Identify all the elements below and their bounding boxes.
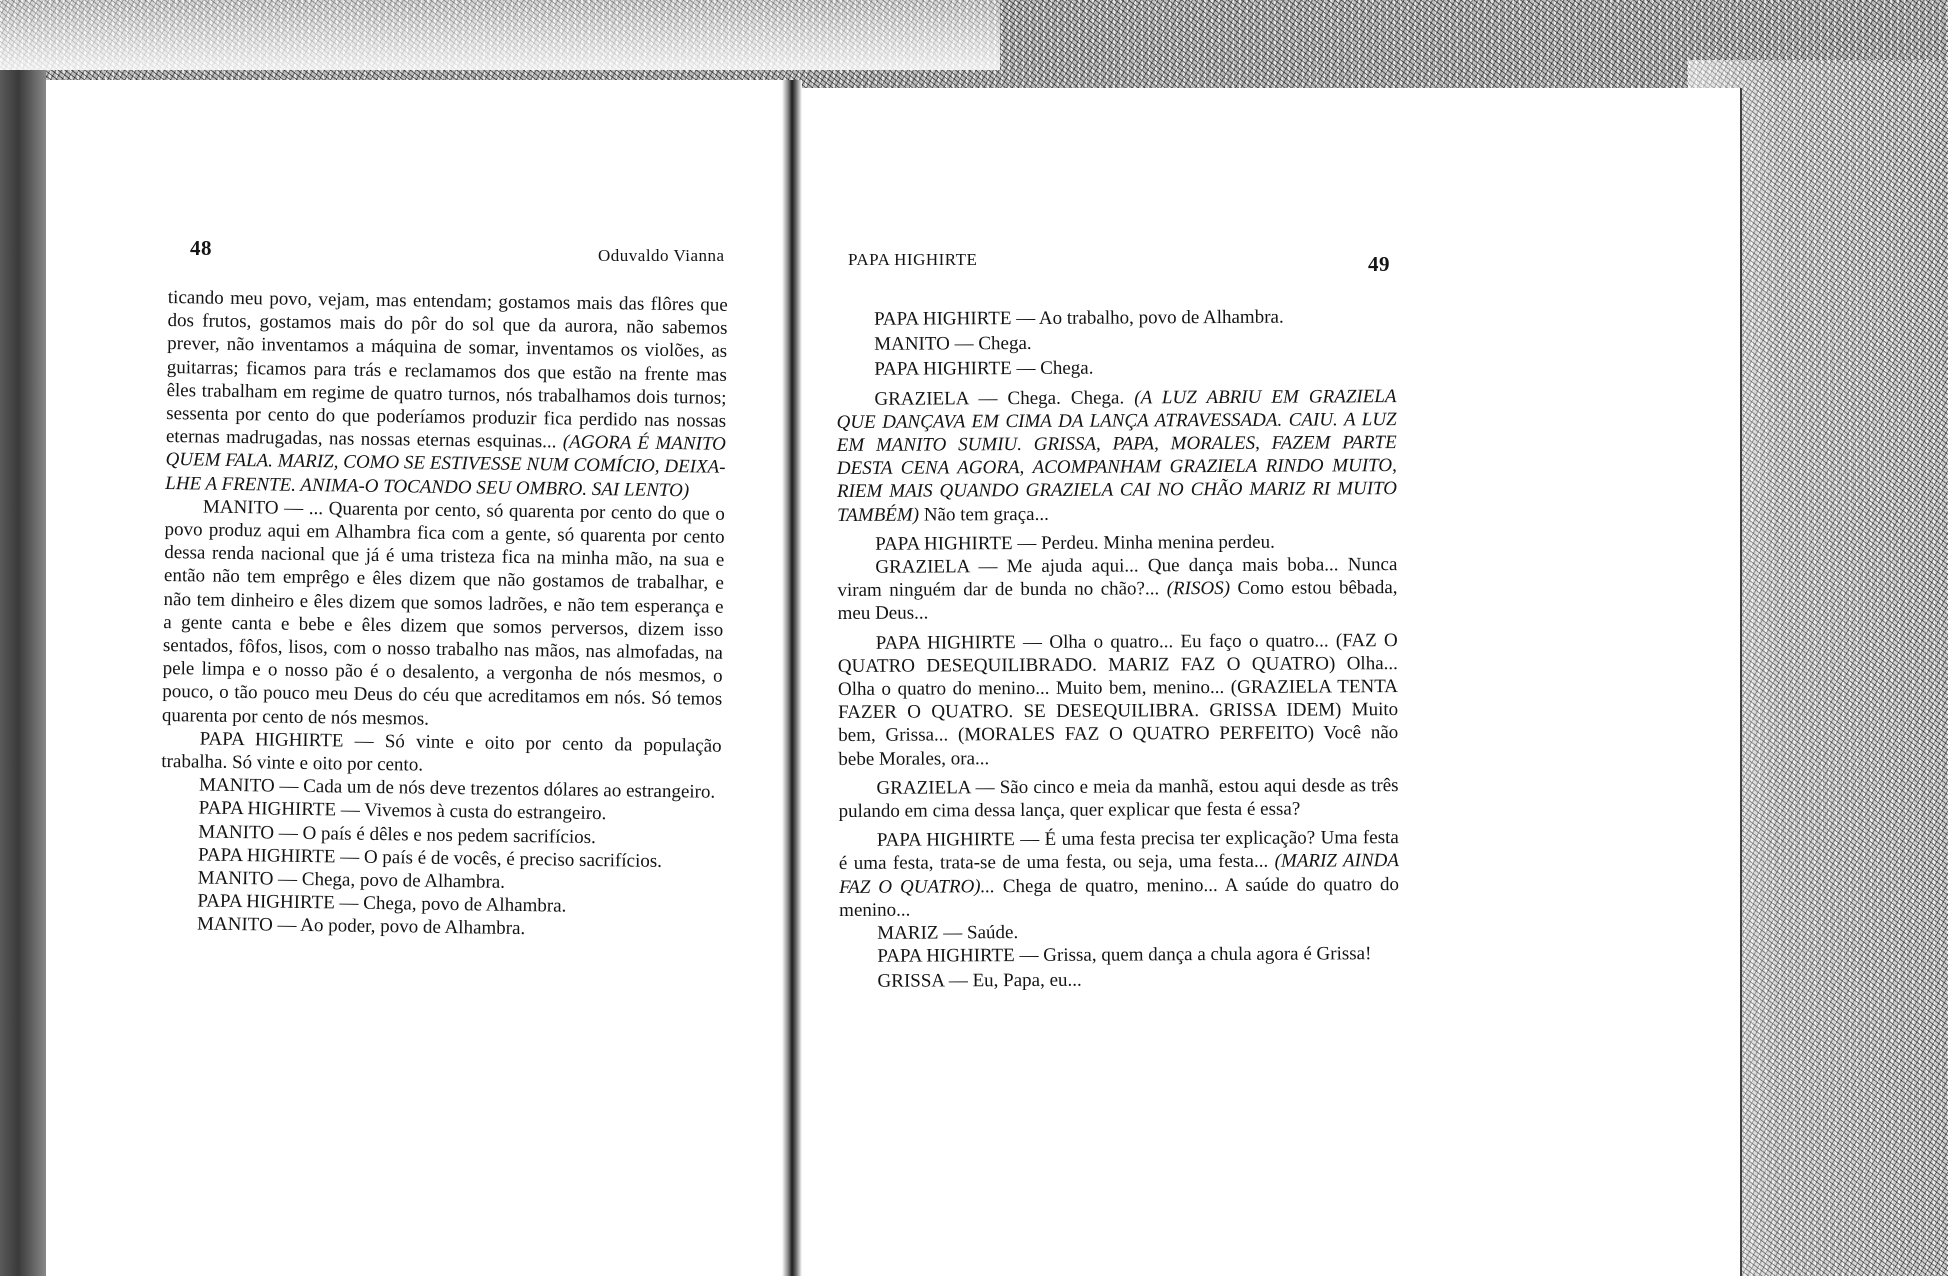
stage-direction: (A LUZ ABRIU EM GRAZIELA QUE DANÇAVA EM CIMA DA LANÇA ATRAVESSADA. CAIU. A LUZ EM MANITO SUMIU. GRISSA, PAPA, MORALES, FAZEM PARTE DESTA CENA AGORA, ACOMPANHAM GRAZIELA RINDO MUITO, RIEM MAIS QUANDO GRAZIELA CAI NO CHÃO MARIZ RI MUITO TAMBÉM) <box>836 385 1398 526</box>
paragraph: MANITO — ... Quarenta por cento, só quarenta por cento do que o povo produz aqui em Alhambra fica com a gente, só quarenta por cento dessa renda nacional que já é uma tristeza fica na minha mão, na sua e então não tem emprêgo e êles dizem que não gostamos de trabalhar, e não tem dinheiro e êles dizem que somos ladrões, e não tem esperança e a gente canta e bebe e êles dizem que somos perversos, dizem isso sentados, fôfos, lisos, com o nosso trabalho nas mãos, nas almofadas, na pele limpa e o nosso pão é o desalento, a vergonha de nós mesmos, o pouco, o tão pouco meu Deus do céu que acreditamos em nós. Só temos quarenta por cento de nós mesmos. <box>161 496 726 730</box>
scan-noise-top-fade <box>0 0 1000 70</box>
stage-direction: (RISOS) <box>1166 578 1231 600</box>
left-running-head: Oduvaldo Vianna <box>598 246 725 265</box>
dialogue-text: GRAZIELA — Chega. Chega. <box>874 387 1125 410</box>
paragraph: MANITO — O país é dêles e nos pedem sacrifícios. <box>198 821 596 848</box>
paragraph: PAPA HIGHIRTE — Olha o quatro... Eu faço o quatro... (FAZ O QUATRO DESEQUILIBRADO. MARIZ FAZ O QUATRO) Olha... Olha o quatro do menino... Muito bem, menino... (GRAZIELA TENTA FAZER O QUATRO. SE DESEQUILIBRA. GRISSA IDEM) Muito bem, Grissa... (MORALES FAZ O QUATRO PERFEITO) Você não bebe Morales, ora... <box>837 629 1399 770</box>
paragraph: PAPA HIGHIRTE — Vivemos à custa do estrangeiro. <box>198 797 607 825</box>
right-page-text <box>836 305 1400 1000</box>
paragraph <box>839 826 1399 922</box>
paragraph: PAPA HIGHIRTE — Perdeu. Minha menina perdeu. <box>875 531 1275 555</box>
left-edge-shadow <box>0 70 46 1276</box>
dialogue-text: GRAZIELA — Me ajuda aqui... Que dança mais boba... Nunca viram ninguém dar de bunda no chão?... <box>837 554 1398 602</box>
dialogue-text: Chega de quatro, menino... A saúde do quatro do menino... <box>839 873 1400 921</box>
paragraph: PAPA HIGHIRTE — Ao trabalho, povo de Alhambra. <box>874 306 1284 330</box>
left-page-number: 48 <box>190 236 212 260</box>
paragraph: MANITO — Cada um de nós deve trezentos dólares ao estrangeiro. <box>198 774 716 803</box>
paragraph: MANITO — Ao poder, povo de Alhambra. <box>196 913 526 940</box>
paragraph: MANITO — Chega, povo de Alhambra. <box>197 867 506 893</box>
paragraph: PAPA HIGHIRTE — Só vinte e oito por cento da população trabalha. Só vinte e oito por cento. <box>161 728 722 776</box>
stage-direction: (AGORA É MANITO QUEM FALA. MARIZ, COMO SE ESTIVESSE NUM COMÍCIO, DEIXA-LHE A FRENTE. ANIMA-O TOCANDO SEU OMBRO. SAI LENTO) <box>165 431 726 501</box>
book-gutter <box>782 80 802 1276</box>
paragraph: PAPA HIGHIRTE — Chega. <box>874 358 1094 381</box>
paragraph <box>165 286 728 503</box>
paragraph <box>837 553 1397 626</box>
paragraph: PAPA HIGHIRTE — Chega, povo de Alhambra. <box>197 890 567 917</box>
stage-direction: (MARIZ AINDA FAZ O QUATRO)... <box>838 850 1399 898</box>
right-running-head: PAPA HIGHIRTE <box>848 250 978 269</box>
paragraph: GRAZIELA — São cinco e meia da manhã, estou aqui desde as três pulando em cima dessa lança, quer explicar que festa é essa? <box>838 774 1399 823</box>
paragraph: PAPA HIGHIRTE — Grissa, quem dança a chula agora é Grissa! <box>877 943 1372 968</box>
dialogue-text: Não tem graça... <box>923 503 1049 526</box>
paragraph <box>836 385 1397 527</box>
right-page-number: 49 <box>1368 252 1390 276</box>
dialogue-text: Como estou bêbada, meu Deus... <box>837 577 1398 625</box>
dialogue-text: PAPA HIGHIRTE — É uma festa precisa ter explicação? Uma festa é uma festa, trata-se de uma festa, ou seja, uma festa... <box>838 827 1399 875</box>
paragraph: PAPA HIGHIRTE — O país é de vocês, é preciso sacrifícios. <box>197 844 663 872</box>
dialogue-text: ticando meu povo, vejam, mas entendam; gostamos mais das flôres que dos frutos, gostamos mais do pôr do sol que da aurora, não sabemos prever, não inventamos a máquina de somar, inventamos os violões, as guitarras; ficamos para trás e reclamamos dos que estão na frente mas êles trabalham em regime de quatro turnos, nós trabalhamos dois turnos; sessenta por cento do que poderíamos produzir fica perdido nas nossas eternas madrugadas, nas nossas eternas esquinas... <box>165 286 728 453</box>
paragraph: MANITO — Chega. <box>874 333 1032 356</box>
paragraph: MARIZ — Saúde. <box>877 922 1019 944</box>
left-page-text <box>159 286 728 943</box>
paragraph: GRISSA — Eu, Papa, eu... <box>877 970 1082 993</box>
